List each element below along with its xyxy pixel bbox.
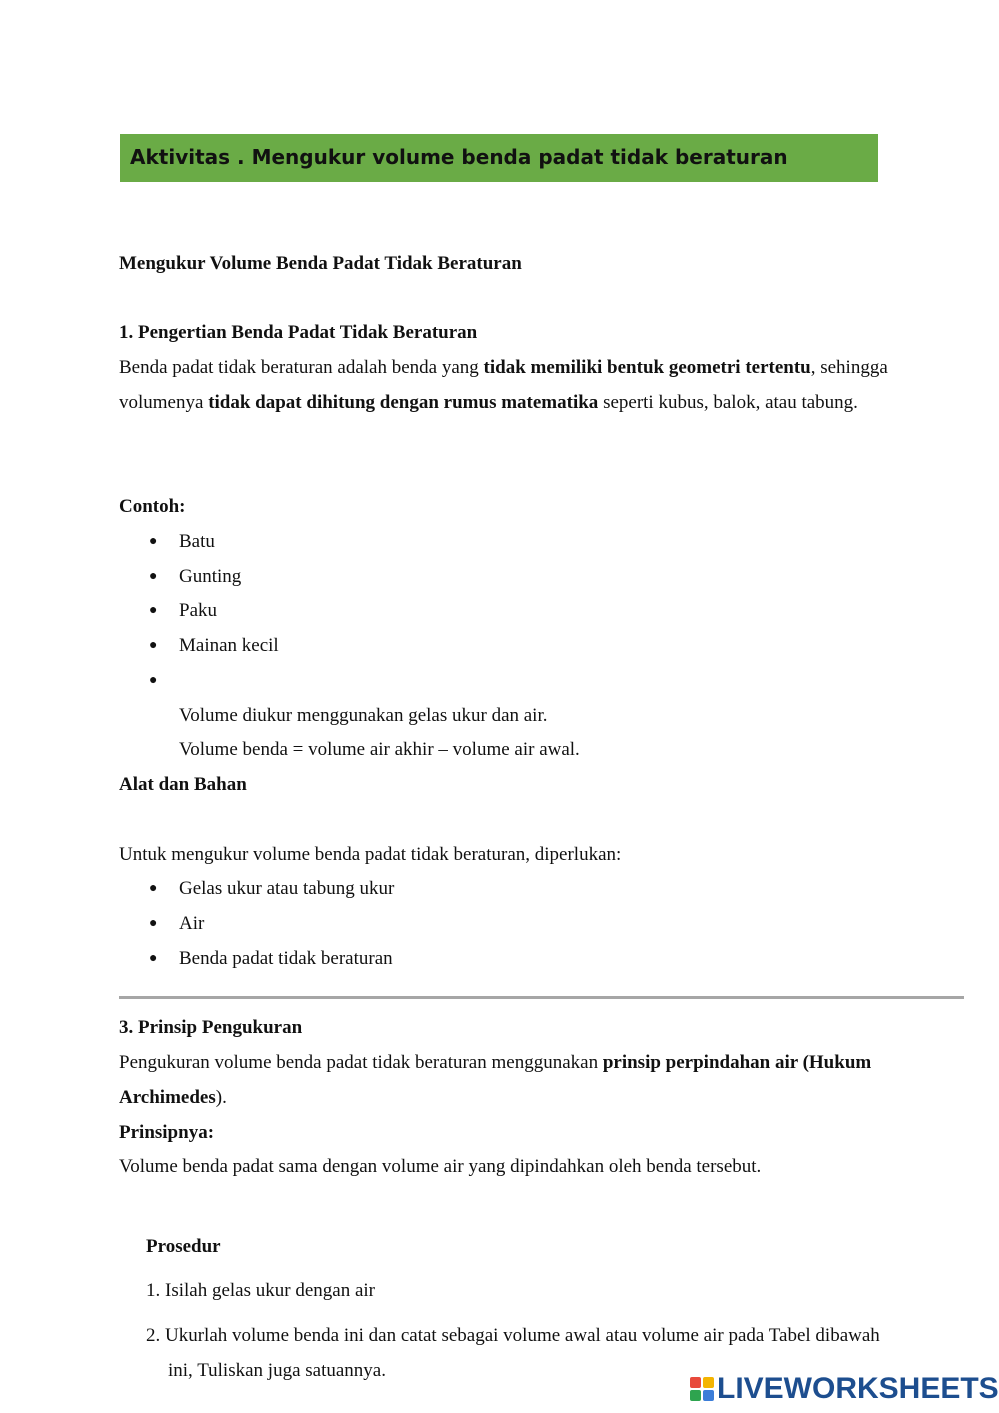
logo-square [703,1377,714,1388]
list-item: Batu [179,531,215,552]
logo-grid-icon [690,1377,714,1401]
list-item: Gunting [179,566,242,587]
alat-intro: Untuk mengukur volume benda padat tidak beraturan, diperlukan: [119,844,622,865]
page-heading: Mengukur Volume Benda Padat Tidak Beraturan [119,253,522,274]
bullet-icon: ● [149,534,158,549]
text-segment: Pengukuran volume benda padat tidak beraturan menggunakan [119,1052,603,1073]
prinsip-title: Prinsipnya: [119,1122,215,1143]
logo-square [703,1390,714,1401]
bullet-icon: ● [149,603,158,618]
banner-title: Aktivitas . Mengukur volume benda padat tidak beraturan [130,145,788,169]
liveworksheets-logo[interactable] [690,1372,999,1406]
logo-square [690,1377,701,1388]
prosedur-step-2-line2: ini, Tuliskan juga satuannya. [168,1360,386,1381]
section3-paragraph-line2 [119,1087,227,1109]
text-segment: Benda padat tidak beraturan adalah benda yang [119,357,484,378]
contoh-note-2: Volume benda = volume air akhir – volume air awal. [179,739,580,760]
list-item: Benda padat tidak beraturan [179,948,393,969]
section3-title: 3. Prinsip Pengukuran [119,1017,303,1038]
list-item: Mainan kecil [179,635,279,656]
list-item: Paku [179,600,217,621]
bullet-icon: ● [149,881,158,896]
list-item: Gelas ukur atau tabung ukur [179,878,395,899]
text-segment: volumenya [119,392,209,413]
section1-title: 1. Pengertian Benda Padat Tidak Beraturan [119,322,478,343]
prosedur-step-2-line1: 2. Ukurlah volume benda ini dan catat sebagai volume awal atau volume air pada Tabel dibawah [146,1325,880,1346]
bullet-icon: ● [149,638,158,653]
contoh-title: Contoh: [119,496,186,517]
list-item: Air [179,913,205,934]
bullet-icon: ● [149,916,158,931]
logo-text: LIVEWORKSHEETS [717,1372,999,1405]
text-segment: seperti kubus, balok, atau tabung. [598,392,858,413]
bold-segment: Archimedes [119,1087,216,1108]
prosedur-step-1: 1. Isilah gelas ukur dengan air [146,1280,375,1301]
alat-title: Alat dan Bahan [119,774,247,795]
horizontal-divider [119,996,964,999]
bullet-icon: ● [149,569,158,584]
bullet-icon: ● [149,951,158,966]
bullet-icon: ● [149,673,158,688]
section3-paragraph-line1 [119,1052,871,1074]
prosedur-title: Prosedur [146,1236,221,1257]
prinsip-text: Volume benda padat sama dengan volume air yang dipindahkan oleh benda tersebut. [119,1156,762,1177]
section1-paragraph-line2 [119,392,858,414]
logo-square [690,1390,701,1401]
section1-paragraph-line1 [119,357,888,379]
bold-segment: prinsip perpindahan air (Hukum [602,1052,872,1073]
title-banner [120,134,878,182]
bold-segment: tidak dapat dihitung dengan rumus matematika [208,392,599,413]
contoh-note-1: Volume diukur menggunakan gelas ukur dan air. [179,705,548,726]
bold-segment: tidak memiliki bentuk geometri tertentu [483,357,811,378]
text-segment: ). [215,1087,227,1108]
text-segment: , sehingga [810,357,888,378]
